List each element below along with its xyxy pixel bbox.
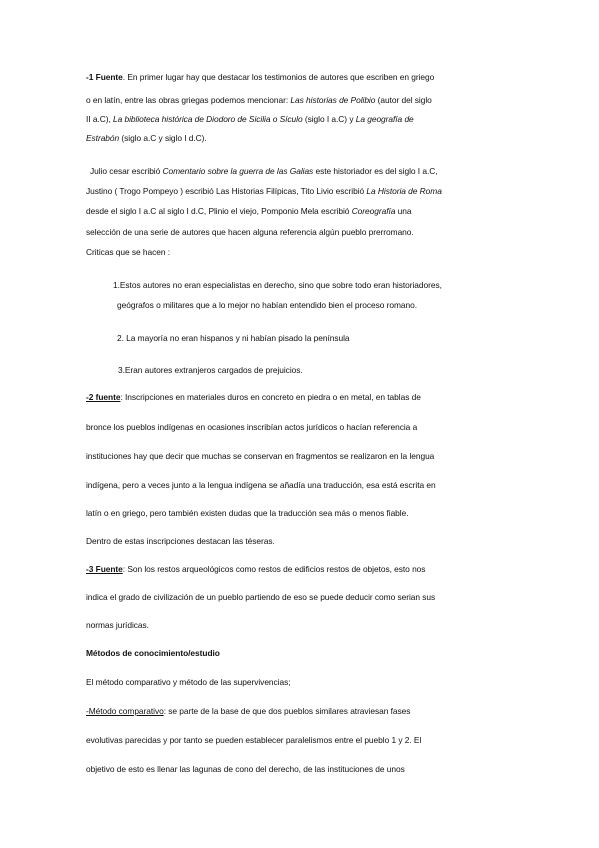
work-title: Las historias de Polibio — [290, 95, 376, 105]
fuente-3-line-2: indica el grado de civilización de un pueblo partiendo de eso se puede deducir como serian sus — [86, 592, 436, 602]
authors-line-3: desde el siglo I a.C al siglo I d.C, Plinio el viejo, Pomponio Mela escribió Coreografía una — [86, 206, 412, 216]
authors-line-2: Justino ( Trogo Pompeyo ) escribió Las Historias Filípicas, Tito Livio escribió La Historia de Roma — [86, 186, 442, 196]
fuente-1-line-2: o en latín, entre las obras griegas podemos mencionar: Las historias de Polibio (autor del siglo — [86, 95, 432, 105]
fuente-3-label: -3 Fuente — [86, 564, 123, 574]
fuente-2-line-6: Dentro de estas inscripciones destacan las téseras. — [86, 536, 275, 546]
critica-item-1: 1.Estos autores no eran especialistas en derecho, sino que sobre todo eran historiadores, — [113, 280, 442, 290]
fuente-2-label: -2 fuente — [86, 392, 121, 402]
metodo-comparativo-line-2: evolutivas parecidas y por tanto se pueden establecer paralelismos entre el pueblo 1 y 2. El — [86, 735, 422, 745]
metodo-comparativo-line-3: objetivo de esto es llenar las lagunas de cono del derecho, de las instituciones de unos — [86, 764, 405, 774]
fuente-1-line-1: -1 Fuente. En primer lugar hay que destacar los testimonios de autores que escriben en griego — [86, 72, 435, 82]
authors-line-4: selección de una serie de autores que hacen alguna referencia algún pueblo prerromano. — [86, 227, 414, 237]
metodos-line-1: El método comparativo y método de las supervivencias; — [86, 677, 291, 687]
authors-line-1: Julio cesar escribió Comentario sobre la guerra de las Galias este historiador es del siglo I a.C, — [90, 166, 438, 176]
fuente-1-label: -1 Fuente — [86, 72, 123, 82]
criticas-heading: Criticas que se hacen : — [86, 247, 171, 257]
work-title: Coreografía — [351, 206, 396, 216]
fuente-1-line-4: Estrabón (siglo a.C y siglo I d.C). — [86, 133, 207, 143]
metodos-heading: Métodos de conocimiento/estudio — [86, 648, 220, 658]
fuente-3-line-3: normas jurídicas. — [86, 620, 149, 630]
critica-item-2: 2. La mayoría no eran hispanos y ni habían pisado la península — [117, 333, 350, 343]
work-title: Estrabón — [86, 133, 120, 143]
work-title: Comentario sobre la guerra de las Galias — [162, 166, 314, 176]
critica-item-3: 3.Eran autores extranjeros cargados de prejuicios. — [118, 365, 303, 375]
critica-item-1-cont: geógrafos o militares que a lo mejor no habían entendido bien el proceso romano. — [117, 300, 418, 310]
fuente-1-line-3: II a.C), La biblioteca histórica de Diodoro de Sicilia o Sículo (siglo I a.C) y La geografía de — [86, 114, 414, 124]
fuente-2-line-2: bronce los pueblos indígenas en ocasiones inscribían actos jurídicos o hacían referencia a — [86, 422, 418, 432]
metodo-comparativo-line-1: -Método comparativo: se parte de la base de que dos pueblos similares atraviesan fases — [86, 706, 411, 716]
metodo-comparativo-label: -Método comparativo — [86, 706, 164, 716]
fuente-3-line-1: -3 Fuente: Son los restos arqueológicos como restos de edificios restos de objetos, esto nos — [86, 564, 426, 574]
fuente-2-line-4: indígena, pero a veces junto a la lengua indígena se añadía una traducción, esa está escrita en — [86, 480, 436, 490]
fuente-2-line-1: -2 fuente: Inscripciones en materiales duros en concreto en piedra o en metal, en tablas de — [86, 392, 421, 402]
fuente-2-line-5: latín o en griego, pero también existen dudas que la traducción sea más o menos fiable. — [86, 508, 409, 518]
work-title: La Historia de Roma — [366, 186, 442, 196]
work-title: La biblioteca histórica de Diodoro de Sicilia o Sículo — [113, 114, 303, 124]
fuente-2-line-3: instituciones hay que decir que muchas se conservan en fragmentos se realizaron en la lengua — [86, 451, 435, 461]
work-title: La geografía de — [355, 114, 414, 124]
